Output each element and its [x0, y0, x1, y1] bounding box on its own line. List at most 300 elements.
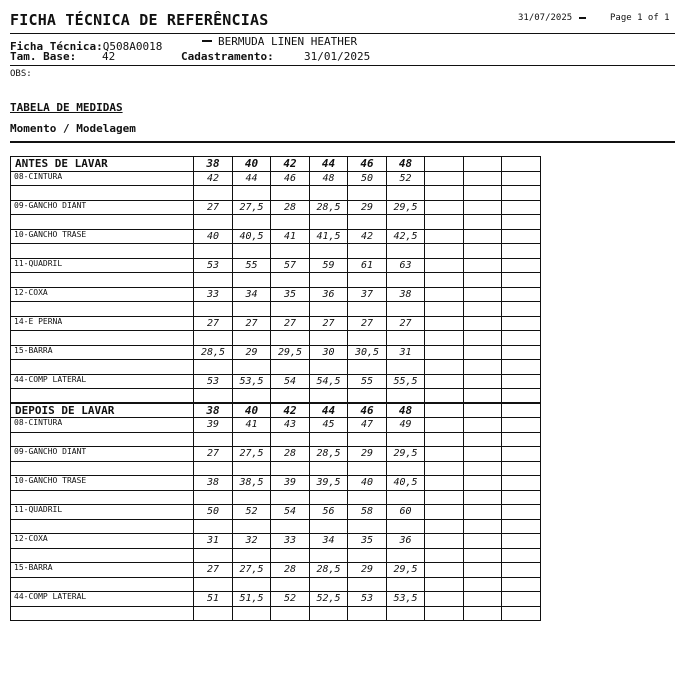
empty-cell — [502, 519, 541, 534]
date-dash — [579, 17, 586, 19]
measure-value: 56 — [310, 505, 348, 520]
measure-name: 14-E PERNA — [11, 316, 194, 331]
measure-value: 27 — [194, 563, 233, 578]
measure-value: 28 — [271, 200, 310, 215]
empty-cell — [464, 200, 502, 215]
empty-cell — [310, 519, 348, 534]
measure-value: 29 — [348, 200, 387, 215]
measure-value: 55,5 — [387, 374, 425, 389]
empty-cell — [310, 577, 348, 592]
empty-cell — [425, 244, 464, 259]
measure-name: 09-GANCHO DIANT — [11, 200, 194, 215]
empty-cell — [502, 345, 541, 360]
empty-cell — [348, 519, 387, 534]
empty-cell — [194, 577, 233, 592]
empty-cell — [271, 360, 310, 375]
empty-cell — [387, 577, 425, 592]
empty-cell — [502, 215, 541, 230]
empty-cell — [310, 360, 348, 375]
empty-cell — [194, 244, 233, 259]
empty-cell — [233, 519, 271, 534]
empty-cell — [425, 519, 464, 534]
empty-cell — [271, 490, 310, 505]
spacer-row — [11, 606, 541, 621]
empty-cell — [387, 331, 425, 346]
empty-cell — [194, 215, 233, 230]
measure-value: 55 — [233, 258, 271, 273]
measure-value: 45 — [310, 418, 348, 433]
measure-value: 27 — [194, 200, 233, 215]
measure-value: 40,5 — [387, 476, 425, 491]
empty-cell — [348, 360, 387, 375]
empty-cell — [464, 432, 502, 447]
measure-value: 42,5 — [387, 229, 425, 244]
table-row — [11, 258, 541, 273]
empty-cell — [464, 273, 502, 288]
empty-cell — [464, 548, 502, 563]
spacer-row — [11, 519, 541, 534]
empty-cell — [310, 548, 348, 563]
measure-value: 61 — [348, 258, 387, 273]
table-row — [11, 287, 541, 302]
measure-value: 49 — [387, 418, 425, 433]
empty-cell — [348, 273, 387, 288]
measure-value: 29,5 — [387, 200, 425, 215]
empty-cell — [425, 490, 464, 505]
table-row — [11, 200, 541, 215]
empty-cell — [425, 331, 464, 346]
empty-cell — [425, 360, 464, 375]
empty-cell — [425, 505, 464, 520]
measure-name: 44-COMP LATERAL — [11, 592, 194, 607]
measure-value: 40 — [194, 229, 233, 244]
empty-cell — [425, 157, 464, 172]
measure-value: 29 — [233, 345, 271, 360]
measure-value: 28,5 — [310, 447, 348, 462]
empty-cell — [11, 606, 194, 621]
empty-cell — [271, 244, 310, 259]
table-section-header — [11, 403, 541, 418]
header-divider — [10, 33, 675, 34]
measure-value: 36 — [310, 287, 348, 302]
empty-cell — [502, 171, 541, 186]
measure-value: 28,5 — [310, 563, 348, 578]
empty-cell — [502, 331, 541, 346]
empty-cell — [425, 476, 464, 491]
empty-cell — [387, 302, 425, 317]
empty-cell — [464, 360, 502, 375]
empty-cell — [502, 273, 541, 288]
empty-cell — [502, 258, 541, 273]
empty-cell — [387, 432, 425, 447]
size-header: 40 — [233, 403, 271, 418]
empty-cell — [464, 563, 502, 578]
empty-cell — [464, 215, 502, 230]
size-header: 44 — [310, 157, 348, 172]
empty-cell — [271, 432, 310, 447]
empty-cell — [11, 432, 194, 447]
empty-cell — [425, 171, 464, 186]
empty-cell — [11, 302, 194, 317]
measure-name: 12-COXA — [11, 534, 194, 549]
spacer-row — [11, 577, 541, 592]
measure-value: 30,5 — [348, 345, 387, 360]
empty-cell — [11, 360, 194, 375]
empty-cell — [387, 389, 425, 404]
empty-cell — [348, 461, 387, 476]
measure-value: 31 — [387, 345, 425, 360]
empty-cell — [348, 302, 387, 317]
measure-value: 38 — [194, 476, 233, 491]
page-indicator: Page 1 of 1 — [610, 13, 670, 23]
measure-value: 50 — [348, 171, 387, 186]
measure-value: 30 — [310, 345, 348, 360]
spacer-row — [11, 490, 541, 505]
empty-cell — [464, 316, 502, 331]
measure-value: 60 — [387, 505, 425, 520]
spacer-row — [11, 331, 541, 346]
empty-cell — [425, 548, 464, 563]
measure-value: 54,5 — [310, 374, 348, 389]
empty-cell — [233, 244, 271, 259]
measure-value: 27 — [387, 316, 425, 331]
empty-cell — [271, 577, 310, 592]
ficha-dash — [202, 40, 212, 42]
empty-cell — [464, 186, 502, 201]
tam-base-label: Tam. Base: — [10, 50, 77, 63]
measure-value: 27 — [348, 316, 387, 331]
spacer-row — [11, 360, 541, 375]
measure-value: 57 — [271, 258, 310, 273]
empty-cell — [464, 287, 502, 302]
measure-value: 38 — [387, 287, 425, 302]
empty-cell — [502, 606, 541, 621]
cadastramento-value: 31/01/2025 — [304, 50, 371, 63]
empty-cell — [425, 447, 464, 462]
measure-name: 15-BARRA — [11, 563, 194, 578]
empty-cell — [310, 389, 348, 404]
empty-cell — [348, 186, 387, 201]
measure-value: 39 — [271, 476, 310, 491]
table-title: TABELA DE MEDIDAS — [10, 101, 123, 114]
table-row — [11, 418, 541, 433]
empty-cell — [502, 229, 541, 244]
empty-cell — [502, 577, 541, 592]
empty-cell — [11, 244, 194, 259]
page-title: FICHA TÉCNICA DE REFERÊNCIAS — [10, 11, 269, 29]
empty-cell — [502, 505, 541, 520]
empty-cell — [502, 316, 541, 331]
measure-value: 50 — [194, 505, 233, 520]
empty-cell — [425, 461, 464, 476]
measure-value: 29,5 — [387, 563, 425, 578]
measure-value: 28,5 — [310, 200, 348, 215]
table-row — [11, 374, 541, 389]
empty-cell — [233, 432, 271, 447]
size-header: 38 — [194, 157, 233, 172]
empty-cell — [11, 577, 194, 592]
table-row — [11, 345, 541, 360]
measure-value: 39,5 — [310, 476, 348, 491]
empty-cell — [502, 403, 541, 418]
obs-label: OBS: — [10, 69, 32, 79]
measure-value: 37 — [348, 287, 387, 302]
empty-cell — [11, 331, 194, 346]
measure-value: 27,5 — [233, 447, 271, 462]
table-row — [11, 229, 541, 244]
measure-value: 41 — [233, 418, 271, 433]
empty-cell — [425, 606, 464, 621]
empty-cell — [194, 360, 233, 375]
empty-cell — [502, 418, 541, 433]
section-divider — [10, 141, 675, 143]
measure-value: 29 — [348, 563, 387, 578]
empty-cell — [425, 534, 464, 549]
empty-cell — [425, 258, 464, 273]
empty-cell — [348, 331, 387, 346]
measure-value: 27 — [233, 316, 271, 331]
empty-cell — [271, 302, 310, 317]
measure-value: 51 — [194, 592, 233, 607]
empty-cell — [233, 215, 271, 230]
empty-cell — [233, 461, 271, 476]
empty-cell — [425, 345, 464, 360]
empty-cell — [387, 215, 425, 230]
measure-value: 27 — [310, 316, 348, 331]
empty-cell — [464, 592, 502, 607]
empty-cell — [271, 331, 310, 346]
report-date: 31/07/2025 — [518, 13, 573, 23]
empty-cell — [425, 374, 464, 389]
spacer-row — [11, 548, 541, 563]
empty-cell — [387, 548, 425, 563]
empty-cell — [271, 519, 310, 534]
measure-value: 38,5 — [233, 476, 271, 491]
measure-name: 09-GANCHO DIANT — [11, 447, 194, 462]
empty-cell — [464, 476, 502, 491]
table-row — [11, 505, 541, 520]
empty-cell — [425, 215, 464, 230]
measure-value: 40,5 — [233, 229, 271, 244]
empty-cell — [502, 592, 541, 607]
empty-cell — [387, 273, 425, 288]
table-section-header — [11, 157, 541, 172]
empty-cell — [233, 548, 271, 563]
table-row — [11, 476, 541, 491]
empty-cell — [502, 447, 541, 462]
measure-name: 10-GANCHO TRASE — [11, 229, 194, 244]
empty-cell — [464, 519, 502, 534]
empty-cell — [425, 200, 464, 215]
measure-value: 53,5 — [233, 374, 271, 389]
empty-cell — [11, 461, 194, 476]
empty-cell — [464, 490, 502, 505]
measure-value: 53 — [348, 592, 387, 607]
empty-cell — [387, 360, 425, 375]
empty-cell — [387, 244, 425, 259]
empty-cell — [233, 389, 271, 404]
empty-cell — [464, 345, 502, 360]
empty-cell — [502, 186, 541, 201]
empty-cell — [310, 461, 348, 476]
measure-value: 28 — [271, 563, 310, 578]
measure-name: 08-CINTURA — [11, 418, 194, 433]
measure-value: 29,5 — [271, 345, 310, 360]
empty-cell — [310, 490, 348, 505]
measure-value: 31 — [194, 534, 233, 549]
measure-value: 35 — [348, 534, 387, 549]
measure-value: 28 — [271, 447, 310, 462]
measure-name: 11-QUADRIL — [11, 505, 194, 520]
table-row — [11, 563, 541, 578]
spacer-row — [11, 273, 541, 288]
measure-value: 28,5 — [194, 345, 233, 360]
empty-cell — [425, 302, 464, 317]
empty-cell — [387, 461, 425, 476]
empty-cell — [464, 403, 502, 418]
empty-cell — [425, 403, 464, 418]
empty-cell — [425, 563, 464, 578]
measure-value: 59 — [310, 258, 348, 273]
measure-value: 34 — [310, 534, 348, 549]
size-header: 40 — [233, 157, 271, 172]
measure-value: 54 — [271, 505, 310, 520]
empty-cell — [464, 461, 502, 476]
measure-value: 52 — [233, 505, 271, 520]
empty-cell — [425, 418, 464, 433]
empty-cell — [310, 606, 348, 621]
empty-cell — [348, 432, 387, 447]
spacer-row — [11, 244, 541, 259]
empty-cell — [271, 215, 310, 230]
measure-value: 52,5 — [310, 592, 348, 607]
measure-value: 29 — [348, 447, 387, 462]
measure-value: 52 — [271, 592, 310, 607]
empty-cell — [425, 432, 464, 447]
measure-value: 27,5 — [233, 200, 271, 215]
measure-value: 48 — [310, 171, 348, 186]
size-header: 38 — [194, 403, 233, 418]
measure-name: 08-CINTURA — [11, 171, 194, 186]
empty-cell — [194, 302, 233, 317]
measure-value: 27 — [194, 447, 233, 462]
empty-cell — [310, 244, 348, 259]
measure-value: 55 — [348, 374, 387, 389]
table-row — [11, 171, 541, 186]
empty-cell — [11, 389, 194, 404]
empty-cell — [233, 490, 271, 505]
empty-cell — [464, 157, 502, 172]
empty-cell — [194, 490, 233, 505]
moment-label: Momento / Modelagem — [10, 122, 136, 135]
measure-value: 42 — [348, 229, 387, 244]
measure-value: 54 — [271, 374, 310, 389]
cadastramento-label: Cadastramento: — [181, 50, 274, 63]
table-row — [11, 592, 541, 607]
measure-value: 32 — [233, 534, 271, 549]
empty-cell — [233, 273, 271, 288]
empty-cell — [194, 606, 233, 621]
measure-value: 58 — [348, 505, 387, 520]
empty-cell — [464, 374, 502, 389]
measure-value: 47 — [348, 418, 387, 433]
empty-cell — [464, 229, 502, 244]
empty-cell — [464, 418, 502, 433]
measure-name: 12-COXA — [11, 287, 194, 302]
size-header: 42 — [271, 157, 310, 172]
empty-cell — [464, 389, 502, 404]
size-header: 48 — [387, 403, 425, 418]
measure-name: 15-BARRA — [11, 345, 194, 360]
empty-cell — [502, 389, 541, 404]
empty-cell — [502, 302, 541, 317]
measure-name: 10-GANCHO TRASE — [11, 476, 194, 491]
empty-cell — [271, 606, 310, 621]
empty-cell — [310, 215, 348, 230]
measure-value: 29,5 — [387, 447, 425, 462]
empty-cell — [387, 490, 425, 505]
ficha-code: Q508A0018 — [102, 40, 163, 53]
size-header: 48 — [387, 157, 425, 172]
product-name: BERMUDA LINEN HEATHER — [218, 35, 358, 48]
measure-value: 27 — [271, 316, 310, 331]
empty-cell — [387, 606, 425, 621]
empty-cell — [310, 273, 348, 288]
empty-cell — [271, 273, 310, 288]
table-row — [11, 316, 541, 331]
size-header: 42 — [271, 403, 310, 418]
measure-value: 34 — [233, 287, 271, 302]
empty-cell — [348, 244, 387, 259]
empty-cell — [502, 461, 541, 476]
empty-cell — [502, 374, 541, 389]
empty-cell — [387, 186, 425, 201]
empty-cell — [502, 432, 541, 447]
empty-cell — [11, 548, 194, 563]
measure-value: 51,5 — [233, 592, 271, 607]
empty-cell — [271, 389, 310, 404]
empty-cell — [464, 534, 502, 549]
empty-cell — [271, 548, 310, 563]
empty-cell — [310, 331, 348, 346]
measure-value: 27 — [194, 316, 233, 331]
measure-value: 46 — [271, 171, 310, 186]
empty-cell — [464, 258, 502, 273]
size-header: 46 — [348, 403, 387, 418]
empty-cell — [233, 331, 271, 346]
empty-cell — [11, 519, 194, 534]
tam-base-value: 42 — [102, 50, 116, 63]
table-row — [11, 534, 541, 549]
measurement-table — [10, 156, 541, 621]
empty-cell — [425, 577, 464, 592]
size-header: 44 — [310, 403, 348, 418]
empty-cell — [194, 186, 233, 201]
empty-cell — [194, 519, 233, 534]
measure-value: 53 — [194, 258, 233, 273]
empty-cell — [464, 606, 502, 621]
empty-cell — [348, 606, 387, 621]
section-heading: ANTES DE LAVAR — [11, 157, 194, 172]
empty-cell — [11, 215, 194, 230]
section-heading: DEPOIS DE LAVAR — [11, 403, 194, 418]
empty-cell — [310, 302, 348, 317]
measure-value: 41 — [271, 229, 310, 244]
empty-cell — [310, 432, 348, 447]
empty-cell — [194, 432, 233, 447]
empty-cell — [348, 215, 387, 230]
empty-cell — [271, 461, 310, 476]
